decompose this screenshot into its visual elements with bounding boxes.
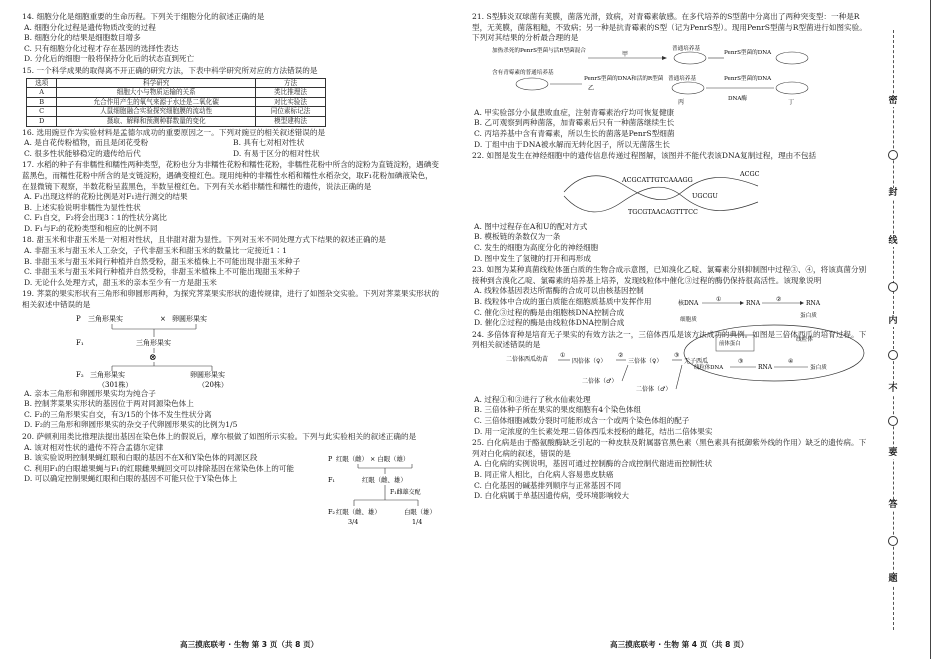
nuclear-dna-label: 核DNA xyxy=(678,300,699,308)
binding-char: 不 xyxy=(886,384,900,395)
binding-char: 答 xyxy=(886,500,900,511)
option-b: B. 三倍体种子所在果实的果皮细胞有4个染色体组 xyxy=(474,405,642,415)
p-right-text: 卵圆形果实 xyxy=(172,314,207,323)
question-stem: 20. 萨顿利用类比推理法提出基因在染色体上的假说后，摩尔根做了如图所示实验。下列与此实验相关的叙述正确的是 xyxy=(22,432,417,441)
step-1-label: ① xyxy=(716,296,722,304)
row3-label: 普通培养基 xyxy=(668,75,696,82)
morgan-fruit-fly-cross-diagram xyxy=(328,452,440,532)
option-c: C. 发生的细胞为高度分化的神经细胞 xyxy=(474,242,599,252)
option-d: D. 丁组中由于DNA被水解而无转化因子，所以无菌落生长 xyxy=(474,139,670,149)
table-cell: B xyxy=(27,97,57,107)
table-cell: D xyxy=(27,116,57,126)
option-d: D. 无论什么处理方式，甜玉米的亲本至少有一方是甜玉米 xyxy=(24,277,217,287)
mitochondrial-protein-synthesis-diagram xyxy=(676,295,866,383)
step-4-label: ④ xyxy=(788,358,794,366)
row1-result: PenrS型菌的DNA xyxy=(724,49,772,56)
f2-label: F₂ xyxy=(328,508,335,516)
pneumococcus-transformation-diagram xyxy=(492,44,822,108)
f2-left-count: （301株） xyxy=(98,380,133,389)
table-cell: 人鼠细胞融合实验探究细胞膜的流动性 xyxy=(57,107,256,117)
option-b: B. 线粒体中合成的蛋白质能在细胞质基质中发挥作用 xyxy=(474,296,652,306)
binding-char: 题 xyxy=(886,574,900,585)
option-a: A. 亲本三角形和卵圆形果实均为纯合子 xyxy=(24,388,156,398)
binding-circle xyxy=(888,350,898,360)
row1-mid: 甲 xyxy=(622,50,629,58)
tetraploid-label: 四倍体（♀） xyxy=(572,357,607,365)
f1-label: F₁ xyxy=(76,338,84,347)
table-row xyxy=(27,107,326,117)
table-cell: 允合作用产生的氧气来源于水还是二氧化碳 xyxy=(57,97,256,107)
question-16 xyxy=(22,128,440,160)
right-page-column xyxy=(472,12,867,503)
row3-mid: 丙 xyxy=(678,98,685,106)
table-cell: 细胞大小与物质运输的关系 xyxy=(57,88,256,98)
option-c: C. 白化基因的碱基排列顺序与正常基因不同 xyxy=(474,480,622,490)
option-c: C. 丙培养基中含有青霉素，所以生长的菌落是PenrS型细菌 xyxy=(474,128,675,138)
option-a: A. 细胞分化过程是遗传物质改变的过程 xyxy=(24,22,156,32)
rna-label: RNA xyxy=(758,364,773,372)
table-cell: C xyxy=(27,107,57,117)
table-cell: A xyxy=(27,88,57,98)
question-stem: 24. 多倍体育种是培育无子果实的有效方法之一，三倍体西瓜是该方法成功的典例。如图是三倍体西瓜的培育过程。下列相关叙述错误的是 xyxy=(472,329,867,350)
transcription-diagram xyxy=(562,162,762,222)
binding-char: 内 xyxy=(886,316,900,327)
option-b: B. 同正常人相比，白化病人容易患皮肤癌 xyxy=(474,470,614,480)
step-2-label: ② xyxy=(618,351,624,359)
page-edge-rule xyxy=(930,0,931,659)
binding-circle xyxy=(888,282,898,292)
mid-strand-sequence: ACGC xyxy=(740,169,760,178)
option-d: D. 有易于区分的相对性状 xyxy=(233,148,320,158)
row3-right: PenrS型菌的DNA xyxy=(724,75,772,82)
rna-label: RNA xyxy=(806,300,821,308)
option-d: D. 白化病属于单基因遗传病，受环境影响较大 xyxy=(474,491,629,501)
p-text: 红眼（雌） × 白眼（雄） xyxy=(336,455,410,463)
option-d: D. F₂的三角形和卵圆形果实的杂交子代卵圆形果实的比例为1/5 xyxy=(24,420,238,430)
f2-right-text: 卵圆形果实 xyxy=(190,370,225,379)
binding-circle xyxy=(888,536,898,546)
question-15 xyxy=(22,66,440,127)
binding-char: 要 xyxy=(886,448,900,459)
mitochondrion-label: 线粒体 xyxy=(796,337,813,344)
top-strand-sequence: ACGCATTGTCAAAGG xyxy=(622,175,693,184)
question-stem: 19. 荠菜的果实形状有三角形和卵圆形两种，为探究荠菜果实形状的遗传规律，进行了如图杂交实验。下列对荠菜果实形状的相关叙述中错误的是 xyxy=(22,289,439,310)
seedless-watermelon-label: 无子西瓜 xyxy=(684,357,709,365)
petri-dish-icon xyxy=(776,52,808,64)
protein-label: 蛋白质 xyxy=(810,365,827,372)
question-25 xyxy=(472,438,867,502)
diploid-male-label: 二倍体（♂） xyxy=(582,377,618,385)
step-3-label: ③ xyxy=(674,351,680,359)
question-stem: 18. 甜玉米和非甜玉米是一对相对性状，且非甜对甜为显性。下列对玉米不同处理方式下结果的叙述正确的是 xyxy=(22,235,386,245)
question-22 xyxy=(472,151,867,264)
option-a: A. 是自花传粉植物，而且是闭花受粉 xyxy=(24,138,149,148)
option-a: A. 白化病的实例说明，基因可通过控制酶的合成控制代谢进而控制性状 xyxy=(474,459,713,469)
table-header: 方法 xyxy=(256,78,326,88)
mito-dna-label: 线粒体DNA xyxy=(694,365,724,372)
shepherds-purse-cross-diagram xyxy=(72,311,372,389)
question-stem: 23. 如图为某种真菌线粒体蛋白质的生物合成示意图，已知溴化乙啶、氯霉素分别抑制图中过程③、④，将该真菌分别接种到含溴化乙啶、氯霉素的培养基上培养，发现线粒体中催化③过程的酶仍保持很高活性。该现象说明 xyxy=(472,265,867,285)
option-d: D. 可以确定控制果蝇红眼和白眼的基因不可能只位于Y染色体上 xyxy=(24,474,238,484)
option-b: B. 细胞分化的结果是细胞数目增多 xyxy=(24,33,141,43)
question-stem: 14. 细胞分化是细胞重要的生命历程。下列关于细胞分化的叙述正确的是 xyxy=(22,12,265,21)
option-c: C. 催化③过程的酶是由细胞核DNA控制合成 xyxy=(474,307,625,317)
option-c: C. 很多性状能够稳定的遗传给后代 xyxy=(24,148,141,158)
option-b: B. 控制荠菜果实形状的基因位于两对同源染色体上 xyxy=(24,399,194,409)
option-row xyxy=(22,138,440,149)
option-b: B. 非甜玉米与甜玉米间行种植并自然受粉，甜玉米植株上不可能出现非甜玉米种子 xyxy=(24,256,301,266)
option-b: B. 上述实验说明非糯性为显性性状 xyxy=(24,202,141,212)
option-c: C. F₁自交，F₂将会出现3∶1的性状分离比 xyxy=(24,213,167,223)
option-b: B. 模板链的条数仅为一条 xyxy=(474,232,561,242)
options-block xyxy=(472,286,672,328)
diploid-seedling-label: 二倍体西瓜幼苗 xyxy=(506,355,549,363)
precursor-label: 前体蛋白 xyxy=(719,341,741,348)
f1-label: F₁ xyxy=(328,476,335,484)
row3-result: DNA酶 xyxy=(728,95,748,102)
question-18 xyxy=(22,235,440,288)
triploid-label: 三倍体（♀） xyxy=(628,357,663,365)
binding-circle xyxy=(888,416,898,426)
table-cell: 对比实验法 xyxy=(256,97,326,107)
table-row xyxy=(27,116,326,126)
option-a: A. 甲实验部分小鼠患败血症，注射青霉素治疗均可恢复健康 xyxy=(474,107,675,117)
option-c: C. F₂的三角形果实自交，有3/15的个体不发生性状分离 xyxy=(24,409,212,419)
p-label: P xyxy=(328,455,333,463)
f2-right-ratio: 1/4 xyxy=(412,518,423,526)
option-c: C. 三倍体细胞减数分裂时可能形成含一个或两个染色体组的配子 xyxy=(474,416,690,426)
binding-circle xyxy=(888,150,898,160)
mitochondrion-outline xyxy=(684,325,864,381)
cytoplasm-label: 细胞质 xyxy=(680,317,697,324)
question-20 xyxy=(22,432,440,526)
question-14 xyxy=(22,12,440,65)
f2-left-text: 三角形果实 xyxy=(90,370,125,379)
method-table xyxy=(26,78,326,127)
question-19 xyxy=(22,289,440,431)
cross-symbol: × xyxy=(160,314,166,323)
option-a: A. 非甜玉米与甜玉米人工杂交，子代非甜玉米和甜玉米的数量比一定接近1∶1 xyxy=(24,246,287,256)
row2-right: PenrS型菌的DNA和活的R型菌 xyxy=(584,75,664,82)
table-header: 科学研究 xyxy=(57,78,256,88)
f1-text: 三角形果实 xyxy=(136,338,171,347)
step-3-label: ③ xyxy=(738,358,744,366)
p-label: P xyxy=(76,314,81,323)
f1-text: 红眼（雌、雄） xyxy=(362,476,407,484)
table-cell: 同位素标记法 xyxy=(256,107,326,117)
table-row xyxy=(27,97,326,107)
row2-mid: 乙 xyxy=(588,84,595,92)
rna-label: RNA xyxy=(746,300,761,308)
option-d: D. 用一定浓度的生长素处理二倍体西瓜未授粉的雌花，结出二倍体果实 xyxy=(474,426,713,436)
option-c: C. 非甜玉米与甜玉米间行种植并自然受粉，非甜玉米植株上不可能出现甜玉米种子 xyxy=(24,267,301,277)
option-c: C. 只有细胞分化过程才存在基因的选择性表达 xyxy=(24,43,179,53)
options-block xyxy=(22,443,322,485)
question-stem: 16. 选用豌豆作为实验材料是孟德尔成功的重要原因之一。下列对豌豆的相关叙述错误的是 xyxy=(22,127,326,137)
step-1-label: ① xyxy=(560,351,566,359)
option-a: A. 该对相对性状的遗传不符合孟德尔定律 xyxy=(24,442,164,452)
row4-label: 丁 xyxy=(788,98,795,106)
bottom-strand-sequence: TGCGTAACAGTTTCC xyxy=(628,207,698,216)
binding-char: 密 xyxy=(886,96,900,107)
option-b: B. 乙可观察到两种菌落，加青霉素后只有一种菌落继续生长 xyxy=(474,118,675,128)
petri-dish-icon xyxy=(674,52,706,64)
diploid-male-label: 二倍体（♂） xyxy=(636,385,672,393)
binding-char: 线 xyxy=(886,236,900,247)
f2-right-text: 白眼（雄） xyxy=(404,508,436,516)
option-a: A. 过程①和③进行了秋水仙素处理 xyxy=(474,394,591,404)
option-a: A. 图中过程存在A和U的配对方式 xyxy=(474,221,588,231)
question-stem: 25. 白化病是由于酪氨酸酶缺乏引起的一种皮肤及附属器官黑色素（黑色素具有抵御紫外线的作用）缺乏的遗传病。下列对白化病的叙述，错误的是 xyxy=(472,438,867,458)
table-cell: 模型建构法 xyxy=(256,116,326,126)
table-header: 选项 xyxy=(27,78,57,88)
table-row xyxy=(27,88,326,98)
rna-strand-sequence: UGCGU xyxy=(692,191,718,200)
question-17 xyxy=(22,160,440,234)
option-d: D. 催化②过程的酶是由线粒体DNA控制合成 xyxy=(474,318,625,328)
option-c: C. 利用F₁的白眼雄果蝇与F₁的红眼雌果蝇回交可以排除基因在常染色体上的可能 xyxy=(24,463,294,473)
protein-label: 蛋白质 xyxy=(800,313,817,320)
f2-left-ratio: 3/4 xyxy=(348,518,359,526)
row1-right: 普通培养基 xyxy=(672,45,700,52)
option-a: A. F₁出现这样的花粉比例是对F₁进行测交的结果 xyxy=(24,192,188,202)
p-left-text: 三角形果实 xyxy=(88,314,123,323)
f2-label: F₂ xyxy=(76,370,84,379)
question-stem: 21. S型肺炎双球菌有荚膜，菌落光滑，致病，对青霉素敏感。在多代培养的S型菌中分离出了两种突变型：一种是R型，无荚膜，菌落粗糙，不致病；另一种是抗青霉素的S型（记为PenrS型）。现用PenrS型菌与R型菌进行如图实验。下列对其结果的分析最合理的是 xyxy=(472,12,867,43)
petri-dish-icon xyxy=(672,82,704,94)
table-cell: 摄取、解释和预测种群数量的变化 xyxy=(57,116,256,126)
petri-dish-icon xyxy=(776,82,808,94)
f2-left-text: 红眼（雌、雄） xyxy=(336,508,381,516)
f2-right-count: （20株） xyxy=(198,380,228,389)
option-b: B. 该实验说明控制果蝇红眼和白眼的基因不在X和Y染色体的同源区段 xyxy=(24,453,258,463)
page-footer-left: 高三摸底联考 · 生物 第 3 页（共 8 页） xyxy=(180,640,319,649)
petri-dish-icon xyxy=(516,78,548,90)
left-page-column xyxy=(22,12,440,526)
row2-label: 含有青霉素的普通培养基 xyxy=(492,69,554,76)
selfing-symbol: ⊗ xyxy=(149,352,157,363)
question-21 xyxy=(472,12,867,150)
option-d: D. 图中发生了氢键的打开和再形成 xyxy=(474,253,591,263)
f1-cross-text: F₁雌雄交配 xyxy=(390,489,421,496)
step-2-label: ② xyxy=(776,296,782,304)
binding-char: 封 xyxy=(886,188,900,199)
option-d: D. 分化后的细胞一般将保持分化后的状态直到死亡 xyxy=(24,54,195,64)
table-header-row xyxy=(27,78,326,88)
question-stem: 22. 如图是发生在神经细胞中的遗传信息传递过程图解，该图并不能代表该DNA复制过程，理由不包括 xyxy=(472,151,817,161)
page-footer-right: 高三摸底联考 · 生物 第 4 页（共 8 页） xyxy=(610,640,749,649)
question-stem: 17. 水稻的种子有非糯性和糯性两种类型，花粉也分为非糯性花粉和糯性花粉，非糯性花粉中所含的淀粉为直链淀粉，遇碘变蓝黑色，而糯性花粉中所含的是支链淀粉，遇碘变橙红色。现用纯种的非糯性水稻和糯性水稻杂交，取F₁花粉加碘液染色，在显微镜下观察，半数花粉呈蓝黑色，半数呈橙红色。下列有关水稻非糯性和糯性的遗传，说法正确的是 xyxy=(22,160,439,191)
option-b: B. 具有七对相对性状 xyxy=(233,138,305,148)
row1-label: 加热杀死的PenrS型菌与活R型菌混合 xyxy=(492,47,586,54)
option-row xyxy=(22,149,440,160)
question-stem: 15. 一个科学成果的取得离不开正确的研究方法，下表中科学研究所对应的方法错误的是 xyxy=(22,65,318,75)
option-d: D. F₁与F₂的花粉类型和相应的比例不同 xyxy=(24,223,158,233)
option-a: A. 线粒体基因表达所需酶的合成可以由核基因控制 xyxy=(474,286,644,296)
table-cell: 类比推理法 xyxy=(256,88,326,98)
